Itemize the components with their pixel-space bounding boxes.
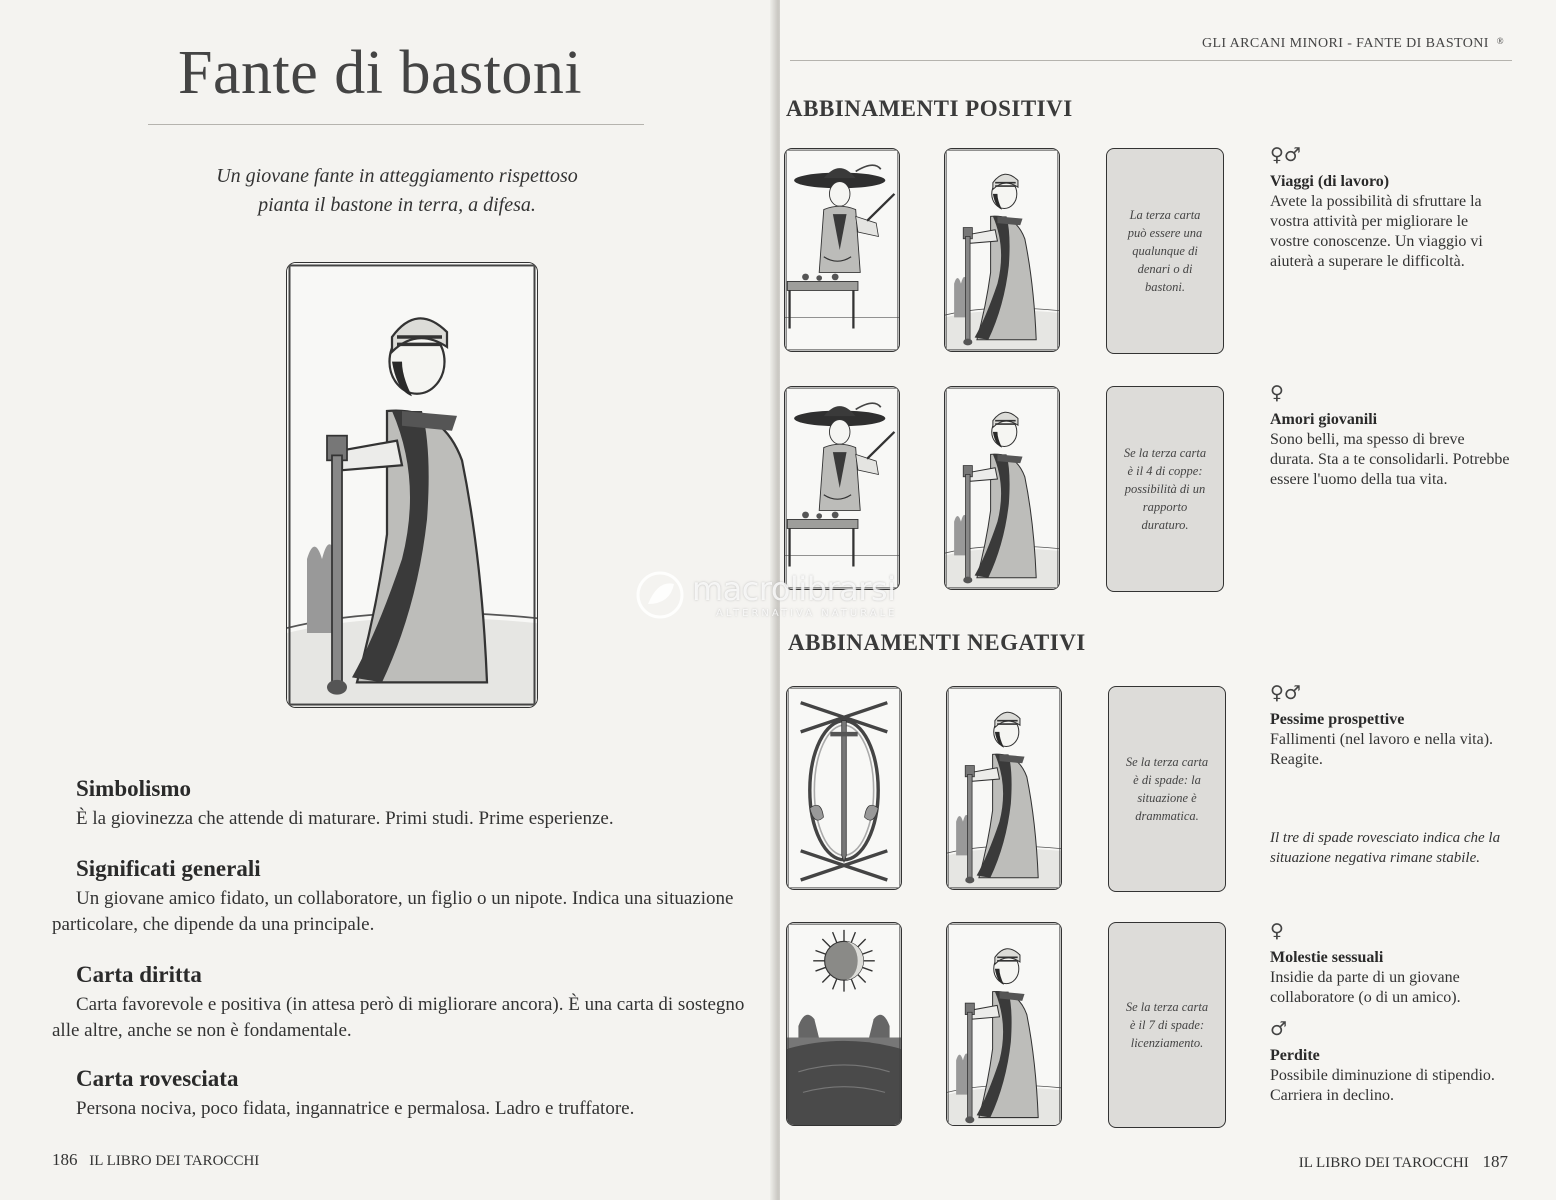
negative-combinations-title: ABBINAMENTI NEGATIVI (788, 630, 1086, 655)
combo-italic-note: Il tre di spade rovesciato indica che la situazione negativa rimane stabile. (1270, 830, 1501, 866)
section-carta-rovesciata (52, 1066, 766, 1122)
gender-symbols-icon: ♀♂ (1270, 144, 1301, 166)
three-of-swords-card (786, 686, 902, 890)
male-symbol-icon: ♂ (1270, 1018, 1288, 1040)
positive-combinations-title: ABBINAMENTI POSITIVI (786, 96, 1073, 121)
combo-description (1270, 682, 1510, 868)
watermark-tagline: ALTERNATIVA NATURALE (716, 608, 898, 619)
combo-text: Fallimenti (nel lavoro e nella vita). Reagite. (1270, 731, 1494, 768)
watermark-name: macrolibrarsi (692, 570, 896, 608)
section-significati-generali (52, 856, 766, 938)
title-divider (148, 124, 644, 125)
combo-description (1270, 920, 1510, 1106)
section-carta-diritta (52, 962, 766, 1044)
female-symbol-icon: ♀ (1270, 382, 1284, 404)
third-card-note (1106, 148, 1224, 354)
section-heading: Carta rovesciata (76, 1066, 239, 1091)
third-card-note-text: Se la terza carta è di spade: la situazione è drammatica. (1125, 755, 1209, 823)
page-of-wands-card-illustration (286, 262, 538, 708)
page-subtitle (150, 162, 644, 220)
female-symbol-icon: ♀ (1270, 920, 1284, 942)
page-number: 186 (52, 1150, 78, 1169)
subtitle-line: Un giovane fante in atteggiamento rispettoso (216, 165, 578, 187)
combo-description (1270, 382, 1510, 490)
third-card-note (1108, 922, 1226, 1128)
section-heading: Significati generali (76, 856, 261, 881)
section-text: Persona nociva, poco fidata, ingannatrice e permalosa. Ladro e truffatore. (76, 1098, 635, 1119)
page-of-wands-card (944, 386, 1060, 590)
gender-symbols-icon: ♀♂ (1270, 682, 1301, 704)
combo-text: Sono belli, ma spesso di breve durata. Sta a te consolidarli. Potrebbe essere l'uomo della tua vita. (1270, 431, 1510, 488)
third-card-note-text: Se la terza carta è il 7 di spade: licenziamento. (1125, 1000, 1209, 1050)
page-of-wands-card (946, 922, 1062, 1126)
combo-heading: Viaggi (di lavoro) (1270, 173, 1390, 190)
page-title: Fante di bastoni (178, 39, 583, 107)
watermark (632, 570, 897, 619)
magician-card (784, 148, 900, 352)
section-heading: Carta diritta (76, 962, 202, 987)
right-page-footer (1299, 1152, 1508, 1172)
book-title: IL LIBRO DEI TAROCCHI (89, 1153, 260, 1169)
combo-heading: Pessime prospettive (1270, 711, 1405, 728)
book-title: IL LIBRO DEI TAROCCHI (1298, 1155, 1469, 1171)
page-of-wands-card (944, 148, 1060, 352)
header-divider (790, 60, 1512, 61)
subtitle-line: pianta il bastone in terra, a difesa. (258, 194, 536, 216)
combo-description (1270, 144, 1510, 272)
left-page-footer (52, 1150, 259, 1170)
magician-card (784, 386, 900, 590)
combo-heading: Perdite (1270, 1047, 1320, 1064)
running-header (1202, 36, 1504, 52)
third-card-note-text: Se la terza carta è il 4 di coppe: possibilità di un rapporto duraturo. (1123, 446, 1207, 532)
combo-heading: Molestie sessuali (1270, 949, 1384, 966)
page-of-wands-card (946, 686, 1062, 890)
combo-text: Insidie da parte di un giovane collaboratore (o di un amico). (1270, 969, 1461, 1006)
combo-text: Possibile diminuzione di stipendio. Carriera in declino. (1270, 1067, 1495, 1104)
section-heading: Simbolismo (76, 776, 192, 801)
running-header-text: GLI ARCANI MINORI - FANTE DI BASTONI (1201, 36, 1489, 51)
page-number: 187 (1482, 1152, 1508, 1171)
header-mark: ® (1496, 36, 1504, 46)
section-text: È la giovinezza che attende di maturare. Primi studi. Prime esperienze. (76, 808, 614, 829)
leaf-logo-icon (632, 570, 688, 620)
third-card-note-text: La terza carta può essere una qualunque di denari o di bastoni. (1127, 208, 1203, 294)
sun-card (786, 922, 902, 1126)
combo-heading: Amori giovanili (1270, 411, 1378, 428)
section-text: Un giovane amico fidato, un collaboratore, un figlio o un nipote. Indica una situazione particolare, che dipende da una principale. (52, 888, 734, 935)
section-text: Carta favorevole e positiva (in attesa però di migliorare ancora). È una carta di sostegno alle altre, anche se non è fondamentale. (52, 994, 745, 1041)
third-card-note (1108, 686, 1226, 892)
combo-text: Avete la possibilità di sfruttare la vostra attività per migliorare le vostre conoscenze. Un viaggio vi aiuterà a superare le difficoltà. (1270, 193, 1483, 270)
third-card-note (1106, 386, 1224, 592)
section-simbolismo (52, 776, 766, 832)
